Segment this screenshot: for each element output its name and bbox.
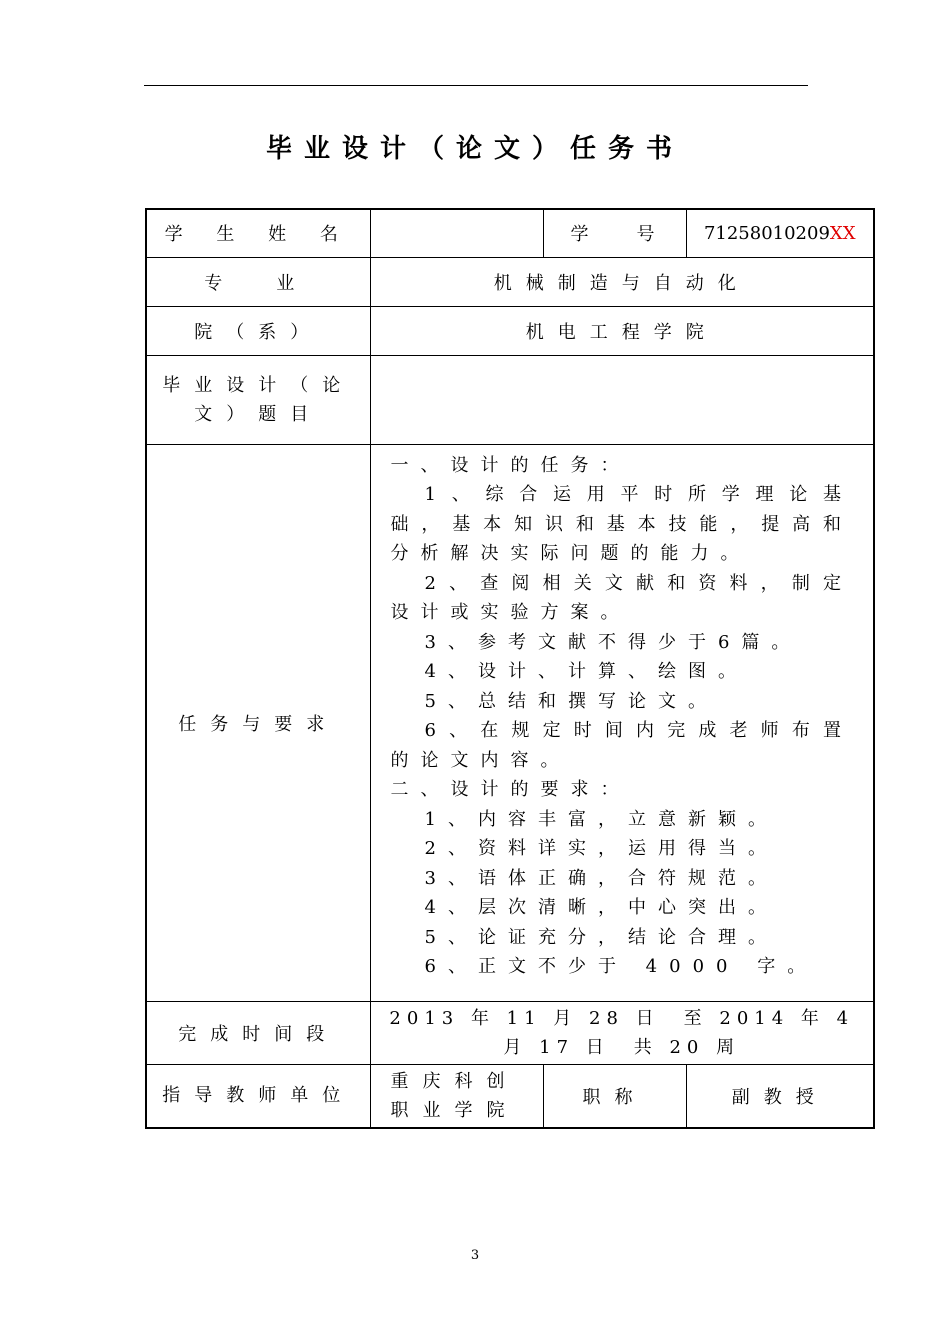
requirement-line: 1、内容丰富，立意新颖。 bbox=[424, 808, 778, 830]
page-number: 3 bbox=[470, 1248, 480, 1263]
requirement-line: 3、语体正确，合符规范。 bbox=[424, 867, 778, 889]
topic-label: 毕业设计（论文）题目 bbox=[146, 355, 370, 444]
requirement-heading: 二、设计的要求： bbox=[390, 779, 631, 800]
task-line: 3、参考文献不得少于6篇。 bbox=[424, 631, 802, 653]
task-line: 2、查阅相关文献和资料，制定设计或实验方案。 bbox=[390, 572, 853, 623]
requirement-line: 5、论证充分，结论合理。 bbox=[424, 926, 778, 948]
student-name-value bbox=[370, 209, 543, 257]
department-label: 院（系） bbox=[146, 306, 370, 355]
advisor-unit-value: 重庆科创职业学院 bbox=[370, 1064, 543, 1128]
requirement-line: 2、资料详实，运用得当。 bbox=[424, 838, 778, 859]
row-major bbox=[146, 257, 874, 306]
task-line: 1、综合运用平时所学理论基础，基本知识和基本技能，提高和分析解决实际问题的能力。 bbox=[390, 484, 853, 564]
topic-value bbox=[370, 355, 874, 444]
row-student bbox=[146, 209, 874, 257]
student-id-suffix: XX bbox=[829, 222, 856, 244]
row-department bbox=[146, 306, 874, 355]
task-line: 4、设计、计算、绘图。 bbox=[424, 661, 748, 682]
task-line: 一、设计的任务： bbox=[390, 454, 631, 476]
tasks-content bbox=[370, 444, 874, 1001]
document-title: 毕业设计（论文）任务书 bbox=[265, 134, 684, 164]
row-topic bbox=[146, 355, 874, 444]
row-advisor bbox=[146, 1064, 874, 1128]
row-period bbox=[146, 1001, 874, 1064]
tasks-label: 任务与要求 bbox=[146, 444, 370, 1001]
student-id-prefix: 71258010209 bbox=[703, 222, 830, 244]
major-value: 机械制造与自动化 bbox=[370, 257, 874, 306]
advisor-title-value: 副教授 bbox=[686, 1064, 874, 1128]
task-line: 6、在规定时间内完成老师布置的论文内容。 bbox=[390, 720, 853, 771]
header-rule bbox=[144, 85, 808, 86]
student-name-label: 学 生 姓 名 bbox=[146, 209, 370, 257]
row-tasks bbox=[146, 444, 874, 1001]
advisor-unit-label: 指导教师单位 bbox=[146, 1064, 370, 1128]
student-id-label: 学 号 bbox=[543, 209, 686, 257]
task-form-table bbox=[145, 208, 875, 1129]
requirement-line: 6、正文不少于 4000 字。 bbox=[424, 956, 818, 977]
major-label: 专 业 bbox=[146, 257, 370, 306]
advisor-title-label: 职称 bbox=[543, 1064, 686, 1128]
task-line: 5、总结和撰写论文。 bbox=[424, 690, 718, 712]
department-value: 机电工程学院 bbox=[370, 306, 874, 355]
requirement-line: 4、层次清晰，中心突出。 bbox=[424, 897, 778, 918]
period-label: 完成时间段 bbox=[146, 1001, 370, 1064]
student-id-value bbox=[686, 209, 874, 257]
period-value: 2013 年 11 月 28 日 至 2014 年 4 月 17 日 共 20 周 bbox=[370, 1001, 874, 1064]
